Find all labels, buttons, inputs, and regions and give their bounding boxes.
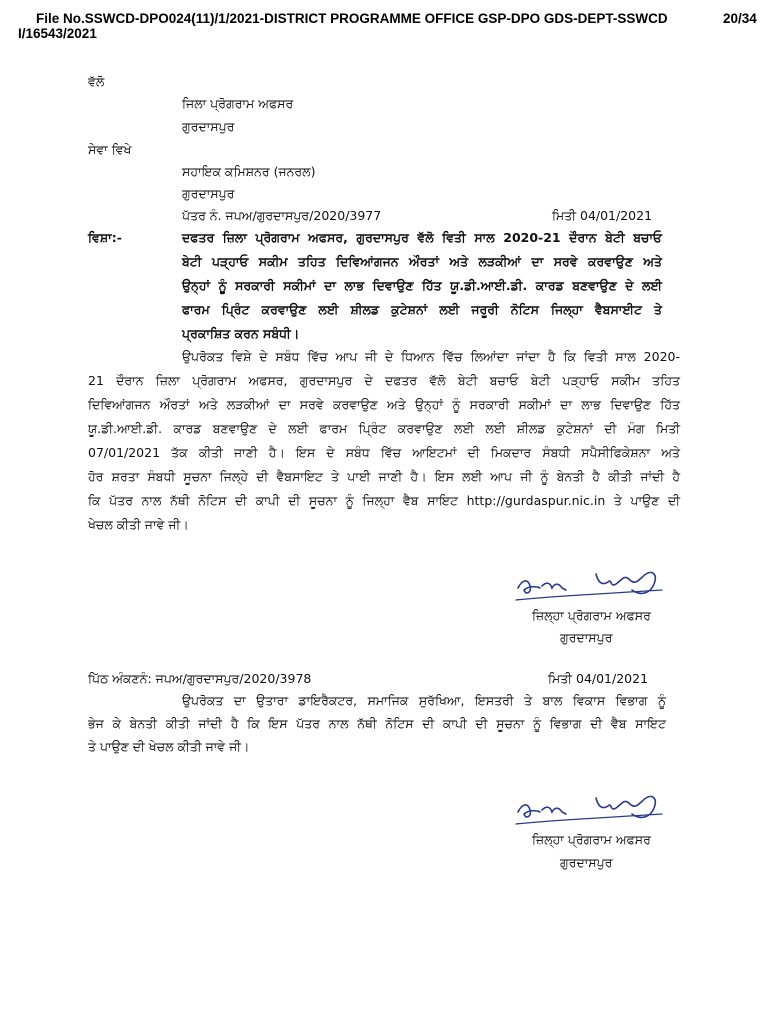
subject-line: ਉਨ੍ਹਾਂ ਨੂੰ ਸਰਕਾਰੀ ਸਕੀਮਾਂ ਦਾ ਲਾਭ ਦਿਵਾਉਣ ਹਿੱਤ ਯੂ.ਡੀ.ਆਈ.ਡੀ. ਕਾਰਡ ਬਣਵਾਉਣ ਦੇ ਲਈ [182,278,662,293]
endorsement-line: ਉਪਰੋਕਤ ਦਾ ਉਤਾਰਾ ਡਾਇਰੈਕਟਰ, ਸਮਾਜਿਕ ਸੁਰੱਖਿਆ, ਇਸਤਰੀ ਤੇ ਬਾਲ ਵਿਕਾਸ ਵਿਭਾਗ ਨੂੰ [182,693,666,708]
endorsement-line: ਭੇਜ ਕੇ ਬੇਨਤੀ ਕੀਤੀ ਜਾਂਦੀ ਹੈ ਕਿ ਇਸ ਪੱਤਰ ਨਾਲ ਨੱਥੀ ਨੋਟਿਸ ਦੀ ਕਾਪੀ ਦੀ ਸੂਚਨਾ ਨੂੰ ਵਿਭਾਗ ਦੀ ਵੈਬ ਸਾਇਟ [88,716,666,731]
body-line: 21 ਦੌਰਾਨ ਜ਼ਿਲਾ ਪ੍ਰੋਗਰਾਮ ਅਫਸਰ, ਗੁਰਦਾਸਪੁਰ ਦੇ ਦਫਤਰ ਵੱਲੋ ਬੇਟੀ ਬਚਾਓ ਬੇਟੀ ਪੜ੍ਹਾਓ ਸਕੀਮ ਤਹਿਤ [88,373,680,388]
endorsement-line: ਤੇ ਪਾਉਣ ਦੀ ਖੇਚਲ ਕੀਤੀ ਜਾਵੇ ਜੀ। [88,739,250,754]
signatory-title: ਜ਼ਿਲ੍ਹਾ ਪ੍ਰੋਗਰਾਮ ਅਫਸਰ [532,608,651,623]
file-number: File No.SSWCD-DPO024(11)/1/2021-DISTRICT PROGRAMME OFFICE GSP-DPO GDS-DEPT-SSWCD [36,11,668,26]
from-title: ਜਿਲਾ ਪ੍ਰੋਗਰਾਮ ਅਫਸਰ [182,96,294,111]
signature-image [512,784,672,834]
body-line: ਹੋਰ ਸ਼ਰਤਾ ਸੰਬਧੀ ਸੂਚਨਾ ਜਿਲ੍ਹੇ ਦੀ ਵੈਬਸਾਇਟ ਤੇ ਪਾਈ ਜਾਣੀ ਹੈ। ਇਸ ਲਈ ਆਪ ਜੀ ਨੂੰ ਬੇਨਤੀ ਹੈ ਕੀਤੀ ਜਾਂਦੀ ਹੈ [88,469,680,484]
body-line: ਦਿਵਿਆਂਗਜਨ ਔਰਤਾਂ ਅਤੇ ਲੜਕੀਆਂ ਦਾ ਸਰਵੇ ਕਰਵਾਉਣ ਅਤੇ ਉਨ੍ਹਾਂ ਨੂੰ ਸਰਕਾਰੀ ਸਕੀਮਾਂ ਦਾ ਲਾਭ ਦਿਵਾਉਣ ਹਿੱਤ [88,397,680,412]
endorsement-date: ਮਿਤੀ 04/01/2021 [548,671,649,686]
to-place: ਗੁਰਦਾਸਪੁਰ [182,186,235,201]
body-line: ਯੂ.ਡੀ.ਆਈ.ਡੀ. ਕਾਰਡ ਬਣਵਾਉਣ ਦੇ ਲਈ ਫਾਰਮ ਪ੍ਰਿੰਟ ਕਰਵਾਉਣ ਲਈ ਲਈ ਸ਼ੀਲਡ ਕੁਟੇਸ਼ਨਾਂ ਦੀ ਮੰਗ ਮਿਤੀ [88,421,680,436]
signatory-place: ਗੁਰਦਾਸਪੁਰ [560,630,613,645]
subject-line: ਪ੍ਰਕਾਸ਼ਿਤ ਕਰਨ ਸਬੰਧੀ। [182,326,300,341]
reference-date: ਮਿਤੀ 04/01/2021 [552,208,653,223]
page-number: 20/34 [723,11,757,26]
body-line: ਉਪਰੋਕਤ ਵਿਸ਼ੇ ਦੇ ਸਬੰਧ ਵਿੱਚ ਆਪ ਜੀ ਦੇ ਧਿਆਨ ਵਿੱਚ ਲਿਆਂਦਾ ਜਾਂਦਾ ਹੈ ਕਿ ਵਿਤੀ ਸਾਲ 2020- [182,349,680,364]
signature-image [512,560,672,610]
subject-line: ਫਾਰਮ ਪ੍ਰਿੰਟ ਕਰਵਾਉਣ ਲਈ ਸ਼ੀਲਡ ਕੁਟੇਸ਼ਨਾਂ ਲਈ ਜਰੂਰੀ ਨੋਟਿਸ ਜਿਲ੍ਹਾ ਵੈਬਸਾਈਟ ਤੇ [182,302,662,317]
signatory-title: ਜ਼ਿਲ੍ਹਾ ਪ੍ਰੋਗਰਾਮ ਅਫਸਰ [532,832,651,847]
from-place: ਗੁਰਦਾਸਪੁਰ [182,119,235,134]
subject-line: ਬੇਟੀ ਪੜ੍ਹਾਓ ਸਕੀਮ ਤਹਿਤ ਦਿਵਿਆਂਗਜਨ ਔਰਤਾਂ ਅਤੇ ਲੜਕੀਆਂ ਦਾ ਸਰਵੇ ਕਰਵਾਉਣ ਅਤੇ [182,254,662,269]
to-label: ਸੇਵਾ ਵਿਖੇ [88,142,132,157]
reference-number: ਪੱਤਰ ਨੰ. ਜਪਅ/ਗੁਰਦਾਸਪੁਰ/2020/3977 [182,208,382,223]
file-number-continued: I/16543/2021 [18,26,97,41]
to-title: ਸਹਾਇਕ ਕਮਿਸ਼ਨਰ (ਜਨਰਲ) [182,164,316,179]
subject-line: ਦਫਤਰ ਜ਼ਿਲਾ ਪ੍ਰੋਗਰਾਮ ਅਫਸਰ, ਗੁਰਦਾਸਪੁਰ ਵੱਲੋ ਵਿਤੀ ਸਾਲ 2020-21 ਦੌਰਾਨ ਬੇਟੀ ਬਚਾਓ [182,230,662,245]
body-line: ਕਿ ਪੱਤਰ ਨਾਲ ਨੱਥੀ ਨੋਟਿਸ ਦੀ ਕਾਪੀ ਦੀ ਸੂਚਨਾ ਨੂੰ ਜਿਲ੍ਹਾ ਵੈਬ ਸਾਇਟ http://gurdaspur.nic.in ਤੇ ਪਾਉਣ ਦੀ [88,493,680,508]
body-line: ਖੇਚਲ ਕੀਤੀ ਜਾਵੇ ਜੀ। [88,517,189,532]
body-line: 07/01/2021 ਤੱਕ ਕੀਤੀ ਜਾਣੀ ਹੈ। ਇਸ ਦੇ ਸਬੰਧ ਵਿੱਚ ਆਇਟਮਾਂ ਦੀ ਮਿਕਦਾਰ ਸੰਬਧੀ ਸਪੈਸੀਫਿਕੇਸ਼ਨਾ ਅਤੇ [88,445,680,460]
signatory-place: ਗੁਰਦਾਸਪੁਰ [560,855,613,870]
from-label: ਵੱਲੋ [88,74,105,89]
endorsement-number: ਪਿੱਠ ਅੰਕਣਨੰ: ਜਪਅ/ਗੁਰਦਾਸਪੁਰ/2020/3978 [88,671,312,686]
subject-label: ਵਿਸ਼ਾ:- [88,230,122,245]
